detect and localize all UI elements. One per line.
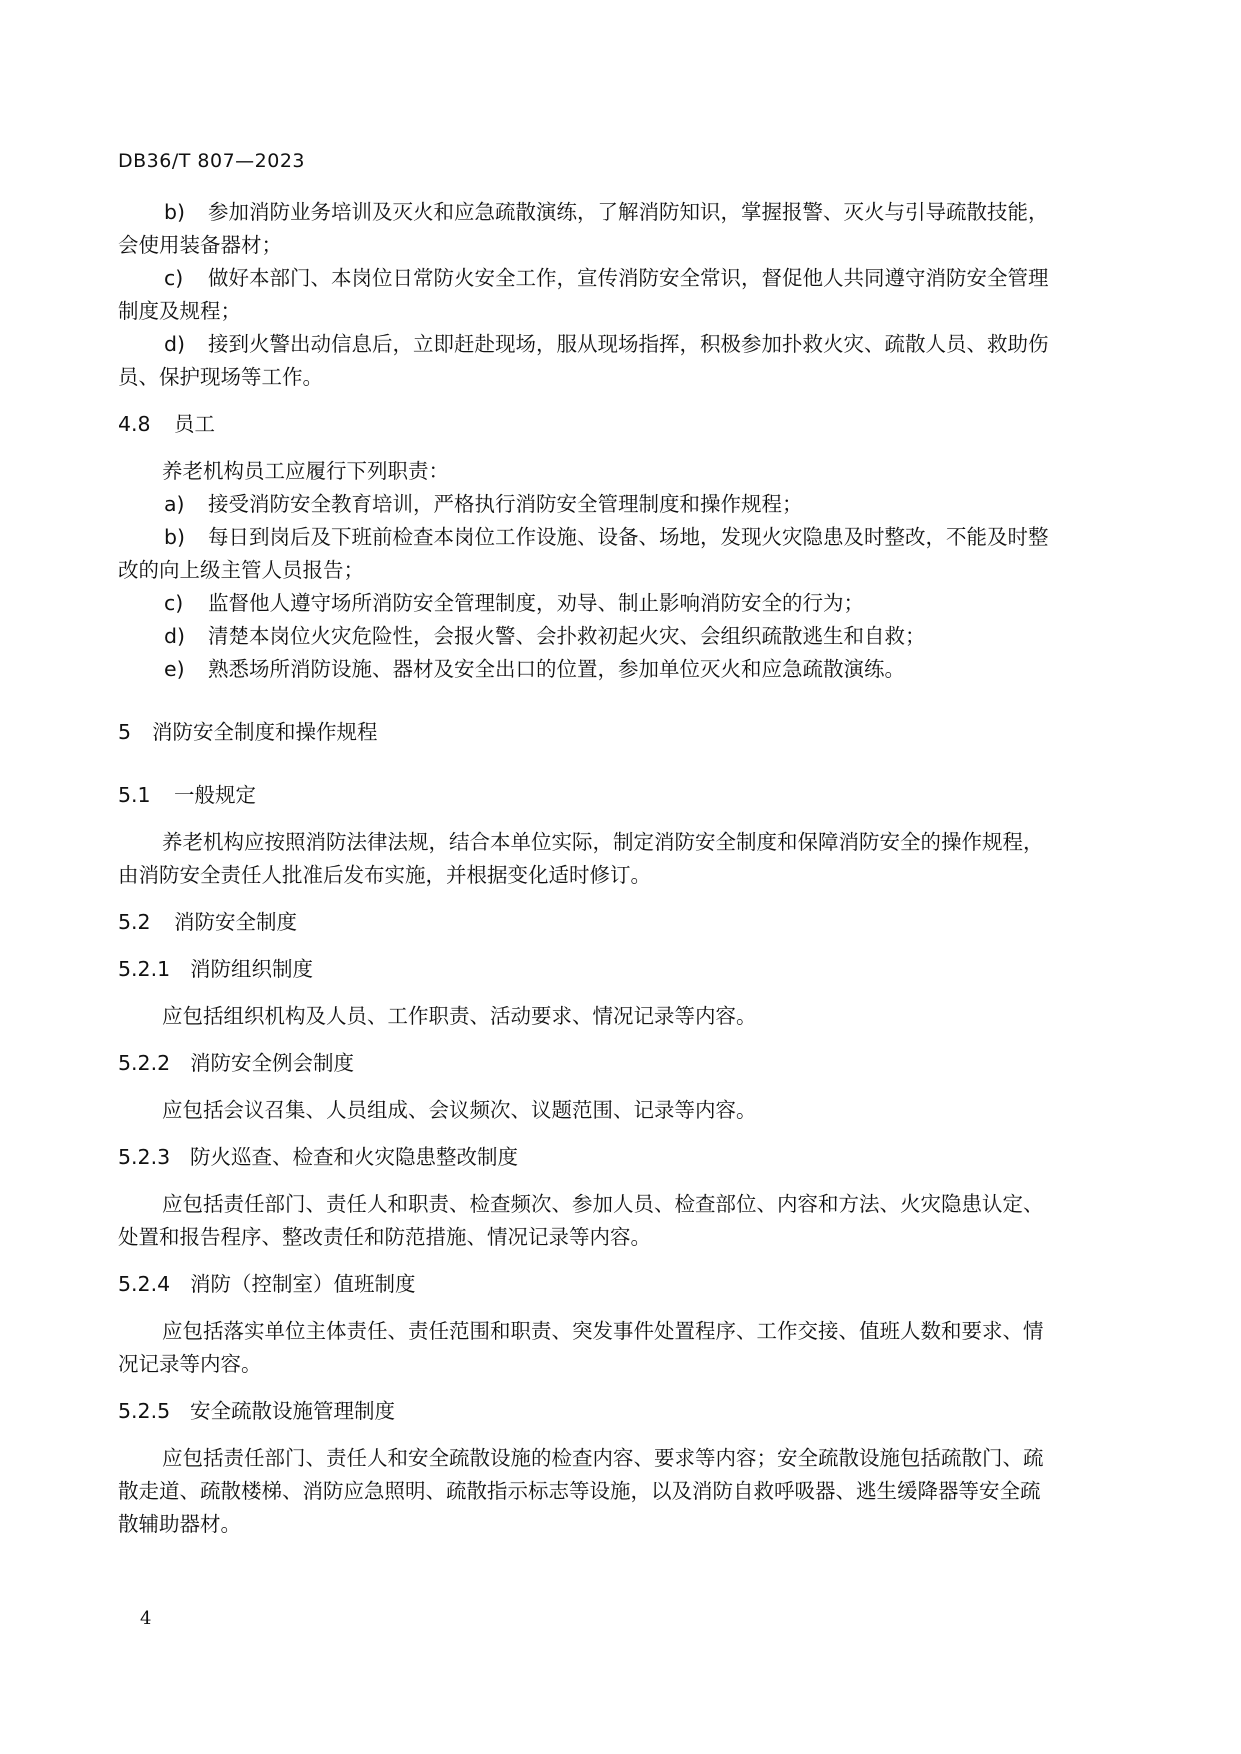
list-text: 接到火警出动信息后，立即赶赴现场，服从现场指挥，积极参加扑救火灾、疏散人员、救助伤	[208, 332, 1049, 356]
document-id: DB36/T 807—2023	[118, 150, 306, 172]
section-title: 消防（控制室）值班制度	[190, 1272, 416, 1296]
paragraph-continuation: 散辅助器材。	[118, 1512, 241, 1536]
list-item	[118, 328, 1103, 361]
section-title: 消防安全例会制度	[190, 1051, 354, 1075]
paragraph: 应包括组织机构及人员、工作职责、活动要求、情况记录等内容。	[162, 1004, 757, 1028]
section-heading-5-2-3	[118, 1141, 1103, 1174]
section-number: 5.1	[118, 783, 151, 807]
section-heading-5-2	[118, 906, 1103, 939]
section-number: 5	[118, 720, 132, 744]
section-heading-5-2-5	[118, 1395, 1103, 1428]
paragraph: 应包括会议召集、人员组成、会议频次、议题范围、记录等内容。	[162, 1098, 757, 1122]
list-item	[118, 196, 1103, 229]
section-number: 5.2.2	[118, 1051, 171, 1075]
paragraph-continuation: 由消防安全责任人批准后发布实施，并根据变化适时修订。	[118, 863, 651, 887]
list-item	[118, 488, 1103, 521]
list-text: 做好本部门、本岗位日常防火安全工作，宣传消防安全常识，督促他人共同遵守消防安全管理	[208, 266, 1049, 290]
list-item	[118, 262, 1103, 295]
list-marker: a)	[164, 492, 185, 516]
section-heading-5	[118, 716, 1103, 749]
section-number: 5.2.1	[118, 957, 171, 981]
paragraph: 应包括落实单位主体责任、责任范围和职责、突发事件处置程序、工作交接、值班人数和要求、情	[162, 1319, 1044, 1343]
list-text: 熟悉场所消防设施、器材及安全出口的位置，参加单位灭火和应急疏散演练。	[208, 657, 905, 681]
list-marker: e)	[164, 657, 185, 681]
list-text-continuation: 改的向上级主管人员报告；	[118, 558, 364, 582]
list-marker: d)	[164, 332, 186, 356]
list-text: 清楚本岗位火灾危险性，会报火警、会扑救初起火灾、会组织疏散逃生和自救；	[208, 624, 926, 648]
section-number: 5.2.4	[118, 1272, 171, 1296]
list-text: 接受消防安全教育培训，严格执行消防安全管理制度和操作规程；	[208, 492, 803, 516]
list-marker: d)	[164, 624, 186, 648]
list-marker: c)	[164, 591, 184, 615]
section-title: 一般规定	[174, 783, 256, 807]
paragraph: 应包括责任部门、责任人和职责、检查频次、参加人员、检查部位、内容和方法、火灾隐患认定、	[162, 1192, 1044, 1216]
section-number: 5.2	[118, 910, 151, 934]
section-number: 5.2.3	[118, 1145, 171, 1169]
list-text-continuation: 制度及规程；	[118, 299, 241, 323]
section-heading-5-1	[118, 779, 1103, 812]
list-text: 监督他人遵守场所消防安全管理制度，劝导、制止影响消防安全的行为；	[208, 591, 864, 615]
section-title: 消防组织制度	[190, 957, 313, 981]
section-heading-4-8	[118, 408, 1103, 441]
section-title: 消防安全制度	[174, 910, 297, 934]
paragraph-continuation: 况记录等内容。	[118, 1352, 262, 1376]
section-heading-5-2-4	[118, 1268, 1103, 1301]
paragraph: 养老机构应按照消防法律法规，结合本单位实际，制定消防安全制度和保障消防安全的操作规程，	[162, 830, 1044, 854]
paragraph: 应包括责任部门、责任人和安全疏散设施的检查内容、要求等内容；安全疏散设施包括疏散门、疏	[162, 1446, 1044, 1470]
list-item	[118, 587, 1103, 620]
section-heading-5-2-2	[118, 1047, 1103, 1080]
section-title: 消防安全制度和操作规程	[152, 720, 378, 744]
list-item	[118, 653, 1103, 686]
page-number: 4	[140, 1608, 152, 1629]
list-item	[118, 620, 1103, 653]
list-item	[118, 521, 1103, 554]
list-text: 每日到岗后及下班前检查本岗位工作设施、设备、场地，发现火灾隐患及时整改，不能及时整	[208, 525, 1049, 549]
paragraph: 养老机构员工应履行下列职责：	[162, 459, 449, 483]
section-title: 员工	[174, 412, 215, 436]
list-text: 参加消防业务培训及灭火和应急疏散演练，了解消防知识，掌握报警、灭火与引导疏散技能，	[208, 200, 1049, 224]
section-number: 4.8	[118, 412, 151, 436]
list-marker: b)	[164, 525, 186, 549]
section-title: 安全疏散设施管理制度	[190, 1399, 395, 1423]
list-text-continuation: 员、保护现场等工作。	[118, 365, 323, 389]
section-number: 5.2.5	[118, 1399, 171, 1423]
paragraph-continuation: 处置和报告程序、整改责任和防范措施、情况记录等内容。	[118, 1225, 651, 1249]
list-marker: c)	[164, 266, 184, 290]
section-heading-5-2-1	[118, 953, 1103, 986]
list-marker: b)	[164, 200, 186, 224]
document-body	[118, 196, 1103, 1541]
paragraph-continuation: 散走道、疏散楼梯、消防应急照明、疏散指示标志等设施，以及消防自救呼吸器、逃生缓降器等安全疏	[118, 1479, 1041, 1503]
section-title: 防火巡查、检查和火灾隐患整改制度	[190, 1145, 518, 1169]
list-text-continuation: 会使用装备器材；	[118, 233, 282, 257]
